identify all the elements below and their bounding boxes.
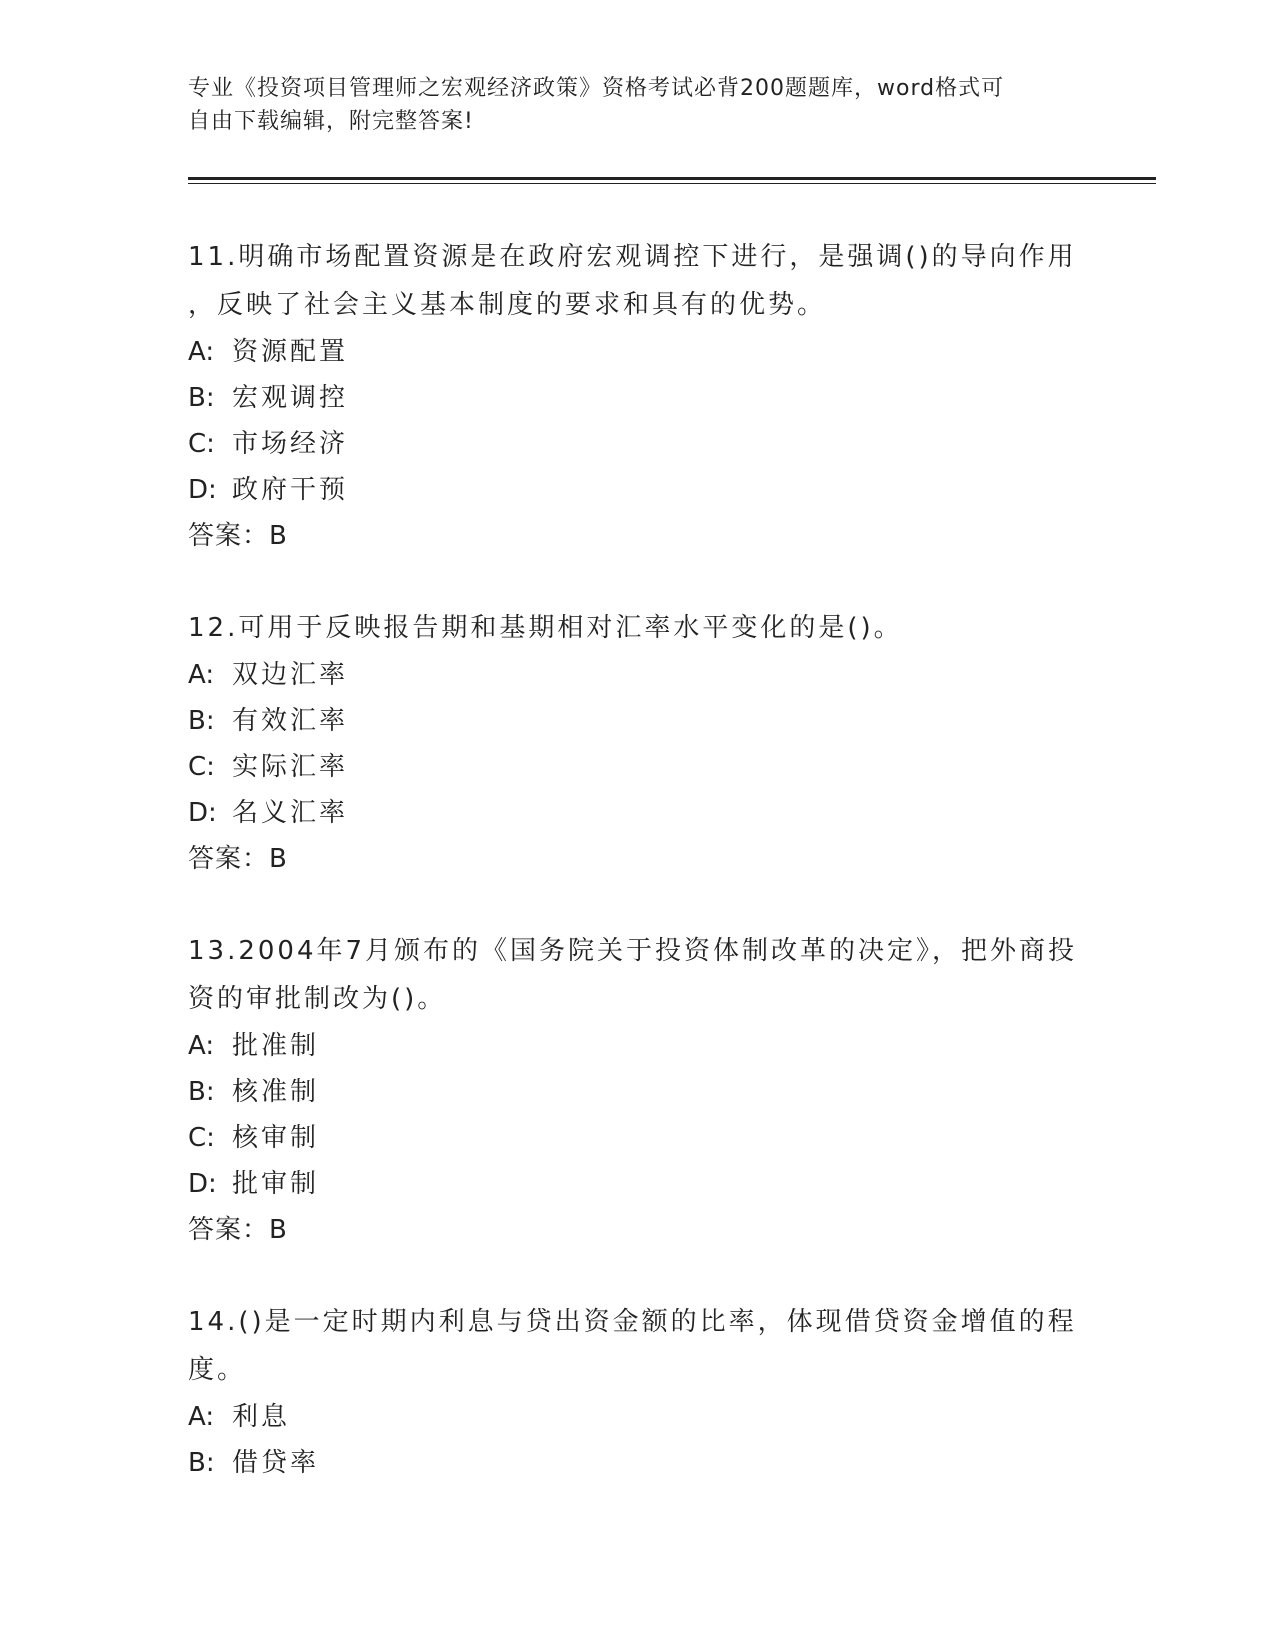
header-line-2: 自由下载编辑，附完整答案! bbox=[188, 109, 474, 134]
option-letter: A: bbox=[188, 337, 215, 367]
spacer bbox=[188, 1253, 1088, 1298]
option-text: 利息 bbox=[232, 1402, 291, 1432]
option-text: 资源配置 bbox=[232, 337, 349, 367]
option-letter: A: bbox=[188, 1402, 215, 1432]
question-14 bbox=[188, 1298, 1088, 1486]
option-d bbox=[188, 790, 1088, 836]
spacer bbox=[188, 882, 1088, 927]
option-letter: B: bbox=[188, 1448, 215, 1478]
option-letter: B: bbox=[188, 1077, 215, 1107]
option-letter: A: bbox=[188, 660, 215, 690]
option-letter: D: bbox=[188, 475, 217, 505]
option-c bbox=[188, 744, 1088, 790]
option-text: 名义汇率 bbox=[232, 798, 349, 828]
option-c bbox=[188, 421, 1088, 467]
question-12 bbox=[188, 604, 1088, 882]
option-letter: D: bbox=[188, 798, 217, 828]
option-letter: B: bbox=[188, 706, 215, 736]
question-stem-line: 12.可用于反映报告期和基期相对汇率水平变化的是()。 bbox=[188, 613, 903, 643]
question-stem-line: 14.()是一定时期内利息与贷出资金额的比率，体现借贷资金增值的程 bbox=[188, 1307, 1077, 1337]
option-text: 宏观调控 bbox=[232, 383, 349, 413]
option-b bbox=[188, 1440, 1088, 1486]
option-b bbox=[188, 698, 1088, 744]
option-text: 批审制 bbox=[232, 1169, 320, 1199]
option-text: 双边汇率 bbox=[232, 660, 349, 690]
header-line-1: 专业《投资项目管理师之宏观经济政策》资格考试必背200题题库，word格式可 bbox=[188, 76, 1005, 101]
option-a bbox=[188, 1023, 1088, 1069]
document-header bbox=[188, 72, 1068, 138]
option-a bbox=[188, 1394, 1088, 1440]
option-text: 市场经济 bbox=[232, 429, 349, 459]
option-text: 批准制 bbox=[232, 1031, 320, 1061]
option-b bbox=[188, 1069, 1088, 1115]
option-text: 借贷率 bbox=[232, 1448, 320, 1478]
option-text: 核准制 bbox=[232, 1077, 320, 1107]
question-list bbox=[188, 233, 1088, 1486]
question-stem-line: 资的审批制改为()。 bbox=[188, 984, 447, 1014]
option-letter: C: bbox=[188, 1123, 215, 1153]
spacer bbox=[188, 559, 1088, 604]
question-stem-line: 13.2004年7月颁布的《国务院关于投资体制改革的决定》，把外商投 bbox=[188, 936, 1078, 966]
option-letter: C: bbox=[188, 752, 215, 782]
option-text: 实际汇率 bbox=[232, 752, 349, 782]
question-stem-line: 度。 bbox=[188, 1355, 247, 1385]
option-letter: A: bbox=[188, 1031, 215, 1061]
question-11 bbox=[188, 233, 1088, 559]
option-letter: D: bbox=[188, 1169, 217, 1199]
question-stem-line: 11.明确市场配置资源是在政府宏观调控下进行，是强调()的导向作用 bbox=[188, 242, 1077, 272]
option-letter: B: bbox=[188, 383, 215, 413]
option-b bbox=[188, 375, 1088, 421]
header-rule-thin bbox=[188, 183, 1156, 184]
option-c bbox=[188, 1115, 1088, 1161]
option-d bbox=[188, 1161, 1088, 1207]
header-rule-thick bbox=[188, 177, 1156, 180]
answer-line: 答案：B bbox=[188, 844, 288, 874]
answer-line: 答案：B bbox=[188, 521, 288, 551]
option-text: 政府干预 bbox=[232, 475, 349, 505]
question-stem-line: ，反映了社会主义基本制度的要求和具有的优势。 bbox=[188, 290, 827, 320]
option-d bbox=[188, 467, 1088, 513]
option-a bbox=[188, 329, 1088, 375]
option-a bbox=[188, 652, 1088, 698]
option-text: 核审制 bbox=[232, 1123, 320, 1153]
option-letter: C: bbox=[188, 429, 215, 459]
answer-line: 答案：B bbox=[188, 1215, 288, 1245]
question-13 bbox=[188, 927, 1088, 1253]
option-text: 有效汇率 bbox=[232, 706, 349, 736]
